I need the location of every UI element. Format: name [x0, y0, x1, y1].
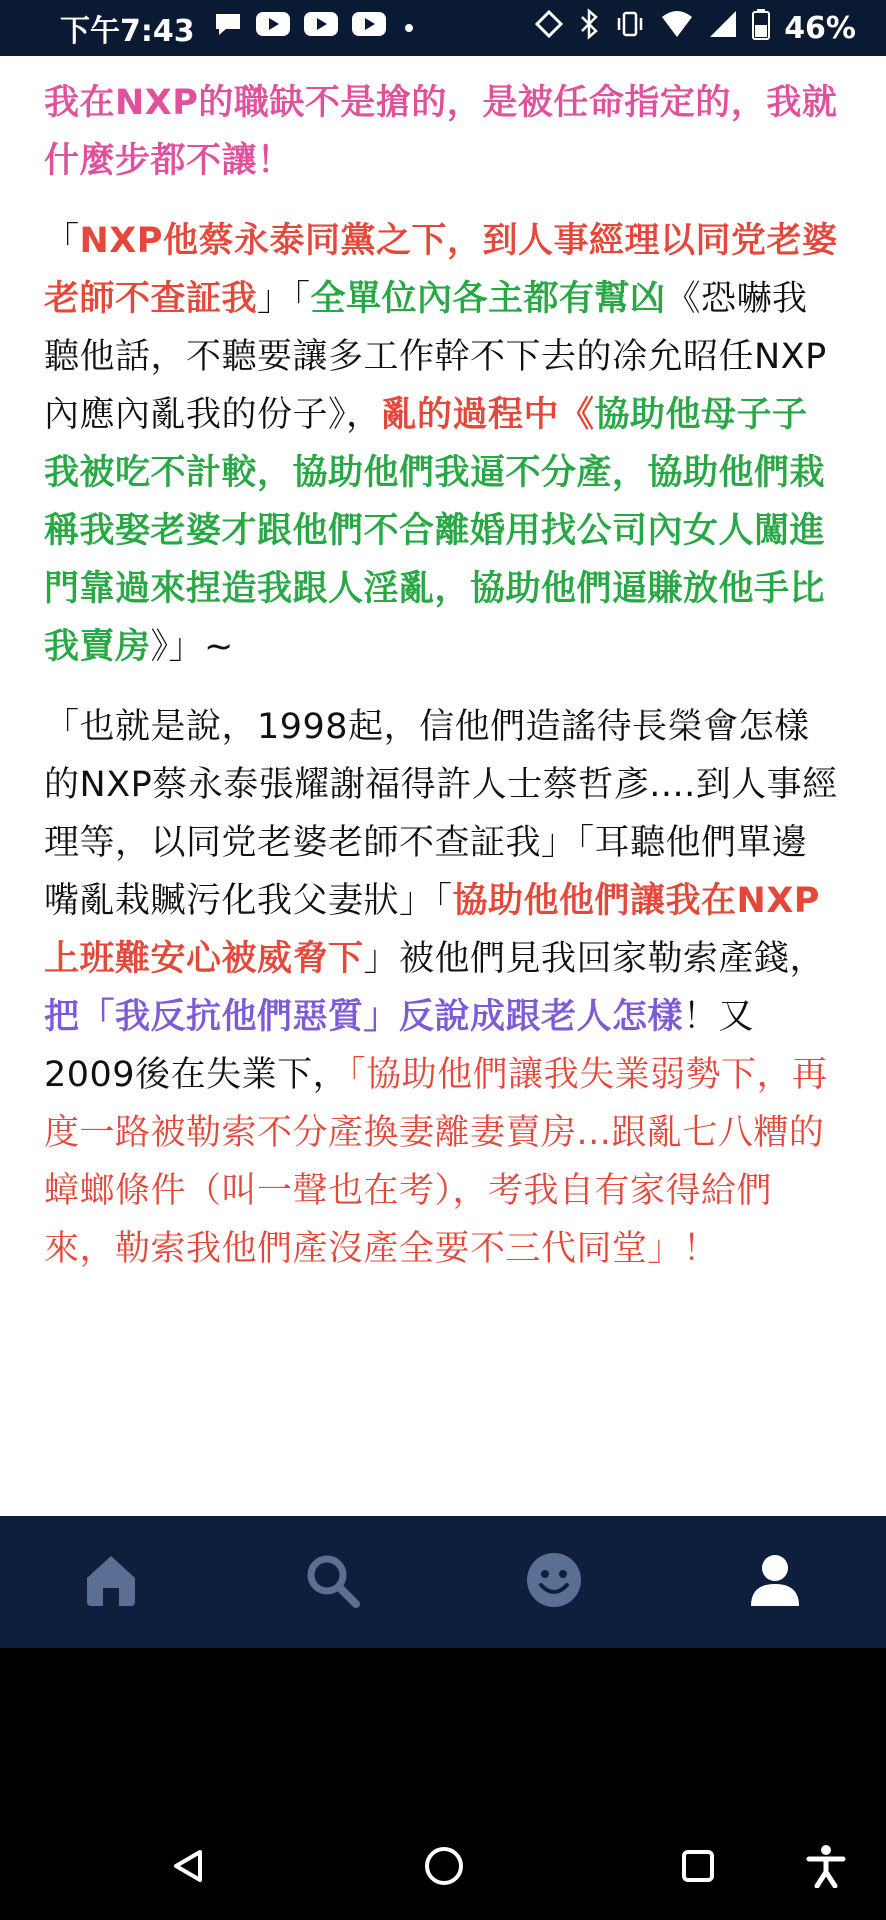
system-home-button[interactable] [414, 1838, 474, 1898]
text-span: 「 [44, 221, 80, 261]
text-span: 」「 [257, 279, 311, 319]
status-bar [0, 0, 886, 56]
nav-emoji-button[interactable] [499, 1527, 609, 1637]
status-time: 下午7:43 [60, 14, 195, 49]
text-span: 把「我反抗他們惡質」反說成跟老人怎樣 [44, 997, 684, 1037]
vibrate-icon [614, 9, 646, 47]
emoji-icon [524, 1550, 584, 1614]
text-span: 」被他們見我回家勒索產錢， [363, 939, 826, 979]
nav-search-button[interactable] [277, 1527, 387, 1637]
text-span: 》」~ [150, 627, 234, 667]
text-span: 《恐嚇我聽他話，不聽要讓多工作幹不下去的凃允昭任NXP內應內亂我的份子》， [44, 279, 827, 435]
text-span: 協助他他們讓我在NXP上班難安心被威脅下 [44, 881, 820, 979]
home-circle-icon [422, 1844, 466, 1892]
bottom-nav [0, 1516, 886, 1648]
back-icon [168, 1846, 208, 1890]
accessibility-icon [806, 1844, 846, 1892]
post-paragraph-3 [44, 698, 842, 1278]
nfc-icon [534, 9, 564, 47]
text-span: 全單位內各主都有幫凶 [310, 279, 666, 319]
signal-icon [708, 9, 738, 47]
youtube-icon [351, 10, 387, 46]
chat-bubble-icon [213, 9, 243, 47]
text-span: 協助他母子子我被吃不計較，協助他們我逼不分產，協助他們栽稱我娶老婆才跟他們不合離婚用找公司內女人闖進門靠過來捏造我跟人淫亂，協助他們逼賺放他手比我賣房 [44, 395, 826, 667]
system-back-button[interactable] [158, 1838, 218, 1898]
nav-profile-button[interactable] [720, 1527, 830, 1637]
text-span: 「 [434, 881, 453, 921]
post-paragraph-1 [44, 74, 842, 190]
nav-home-button[interactable] [56, 1527, 166, 1637]
post-paragraph-2 [44, 212, 842, 676]
text-span: 亂的過程中《 [381, 395, 595, 435]
system-accessibility-button[interactable] [796, 1838, 856, 1898]
system-recents-button[interactable] [668, 1838, 728, 1898]
text-span: ！又2009後在失業下， [44, 997, 755, 1095]
profile-icon [745, 1550, 805, 1614]
post-content [0, 56, 886, 1516]
battery-percent: 46% [784, 10, 856, 46]
text-span: 「也就是說，1998起，信他們造謠待長榮會怎樣的NXP蔡永泰張耀謝福得許人士蔡哲彥....到人事經理等，以同党老婆老師不查証我」「耳聽他們單邊嘴亂栽贓污化我父妻狀」 [44, 707, 838, 921]
youtube-icon [303, 10, 339, 46]
bluetooth-icon [578, 8, 600, 48]
wifi-icon [660, 9, 694, 47]
search-icon [302, 1550, 362, 1614]
home-icon [81, 1550, 141, 1614]
status-right [534, 8, 856, 48]
battery-icon [752, 8, 770, 48]
youtube-icon [255, 10, 291, 46]
dot-icon [399, 11, 419, 46]
text-span: NXP他蔡永泰同黨之下，到人事經理以同党老婆老師不查証我 [44, 221, 838, 319]
recents-icon [678, 1846, 718, 1890]
text-span: 「協助他們讓我失業弱勢下，再度一路被勒索不分產換妻離妻賣房...跟亂七八糟的蟑螂條件（叫一聲也在考），考我自有家得給們來，勒索我他們產沒產全要不三代同堂」！ [44, 1055, 828, 1269]
text-span: 我在NXP的職缺不是搶的，是被任命指定的，我就什麼步都不讓！ [44, 83, 838, 181]
